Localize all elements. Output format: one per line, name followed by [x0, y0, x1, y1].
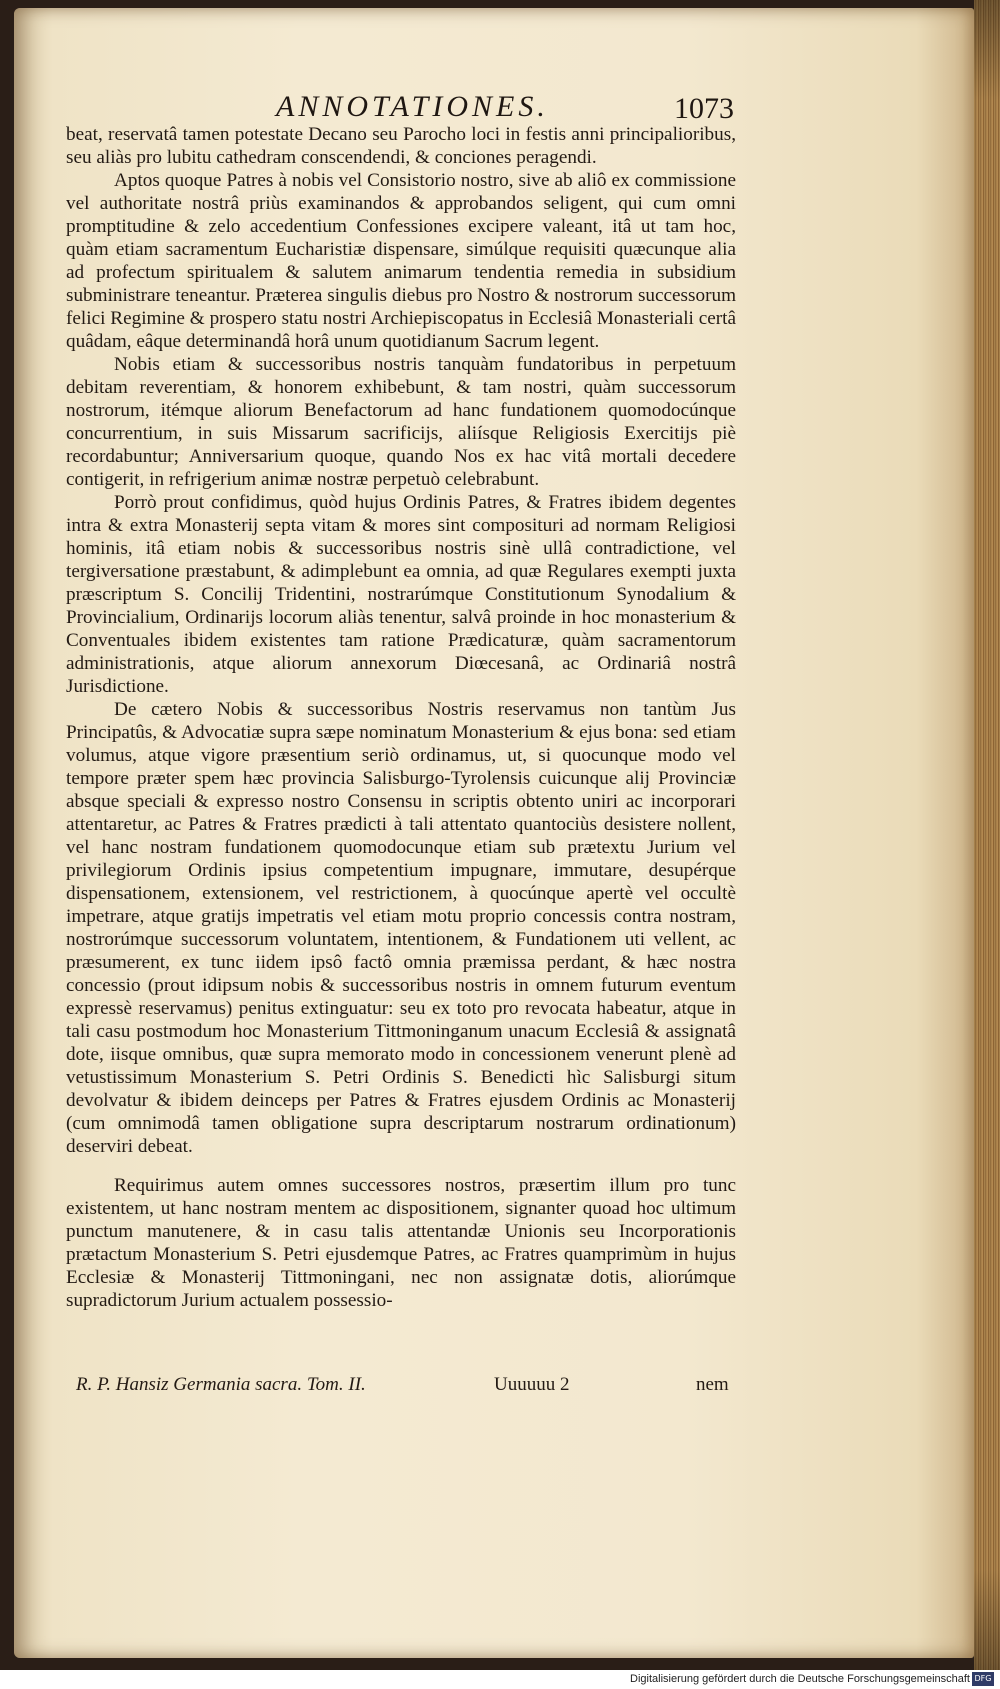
paragraph-2: Aptos quoque Patres à nobis vel Consistorio nostro, sive ab aliô ex commissione vel authoritate nostrâ priùs examinandos & approbandos seligent, qui cum omni promptitudine & zelo accedentium Confessiones excipere valeant, itâ ut tam hoc, quàm etiam sacramentum Eucharistiæ dispensare, simúlque requisiti quæcunque alia ad profectum spiritualem & salutem animarum tendentia remedia in subsidium subministrare teneantur. Præterea singulis diebus pro Nostro & nostrorum successorum felici Regimine & prospero statu nostri Archiepiscopatus in Ecclesiâ Monasteriali certâ quâdam, eâque determinandâ horâ unum quotidianum Sacrum legent. — [66, 170, 736, 352]
paragraph-6: Requirimus autem omnes successores nostros, præsertim illum pro tunc existentem, ut hanc nostram mentem ac dispositionem, signanter quoad hoc ultimum punctum manutenere, & in casu talis attentandæ Unionis seu Incorporationis prætactum Monasterium S. Petri ejusdemque Patres, ac Fratres quamprimùm in hujus Ecclesiæ & Monasterij Tittmoningani, nec non assignatæ dotis, aliorúmque supradictorum Jurium actualem possessio- — [66, 1175, 736, 1311]
paragraph-5: De cætero Nobis & successoribus Nostris reservamus non tantùm Jus Principatûs, & Advocatiæ supra sæpe nominatum Monasterium & ejus bona: sed etiam volumus, atque vigore præsentium seriò ordinamus, ut, si quocunque modo vel tempore præter spem hæc provincia Salisburgo-Tyrolensis cuicunque alij Provinciæ absque speciali & expresso nostro Consensu in scriptis obtento uniri ac incorporari attentaretur, ac Patres & Fratres prædicti à tali attentato quantociùs desistere nollent, vel hanc nostram fundationem quomodocunque etiam sub prætextu Jurium vel privilegiorum Ordinis ipsius competentium impugnare, immutare, desupérque dispensationem, extensionem, vel restrictionem, à quocúnque apertè vel occultè impetrare, atque gratijs impetratis vel etiam motu proprio concessis contra nostram, nostrorúmque successorum voluntatem, intentionem, & Fundationem uti vellent, ac præsumerent, ex tunc iidem ipsô factô omnia præmissa perdant, & hæc nostra concessio (prout idipsum nobis & successoribus nostris in omnem futurum eventum expressè reservamus) penitus extinguatur: seu ex toto pro revocata habeatur, atque in tali casu postmodum hoc Monasterium Tittmoninganum unacum Ecclesiâ & assignatâ dote, iisque omnibus, quæ supra memorato modo in concessionem venerunt plenè ad vetustissimum Monasterium S. Petri Ordinis S. Benedicti hìc Salisburgi situm devolvatur & ibidem deinceps per Patres & Fratres ejusdem Ordinis ac Monasterij (cum omnimodâ tamen obligatione supra descriptarum nostrarum ordinationum) deserviri debeat. — [66, 699, 736, 1157]
book-page — [14, 8, 974, 1658]
page-footer — [76, 1374, 736, 1404]
page-number: 1073 — [674, 92, 734, 125]
footer-catchword: nem — [696, 1374, 729, 1395]
paragraph-4: Porrò prout confidimus, quòd hujus Ordinis Patres, & Fratres ibidem degentes intra & extra Monasterij septa vitam & mores sint composituri ad normam Religiosi hominis, itâ etiam nobis & successoribus nostris sinè ullâ contradictione, vel tergiversatione præstabunt, & adimplebunt ea omnia, ad quæ Regulares exempti juxta præscriptum S. Concilij Tridentini, nostrarúmque Constitutionum Synodalium & Provincialium, Ordinarijs locorum aliàs tenentur, salvâ proinde in hoc monasterium & Conventuales ibidem existentes tam ratione Prædicaturæ, quàm sacramentorum administrationis, atque aliorum annexorum Diœcesanâ, ac Ordinariâ nostrâ Jurisdictione. — [66, 492, 736, 697]
page-edges — [974, 0, 1000, 1670]
dfg-logo: DFG — [972, 1672, 994, 1686]
body-text — [66, 123, 736, 1312]
footer-reference: R. P. Hansiz Germania sacra. Tom. II. — [76, 1374, 366, 1395]
paragraph-3: Nobis etiam & successoribus nostris tanquàm fundatoribus in perpetuum debitam reverentiam, & honorem exhibebunt, & tam nostri, quàm successorum nostrorum, itémque aliorum Benefactorum ad hanc fundationem quomodocúnque concurrentium, in suis Missarum sacrificijs, aliísque Religiosis Exercitijs piè recordabuntur; Anniversarium quoque, quando Nos ex hac vitâ mortali decedere contigerit, in refrigerium animæ nostræ perpetuò celebrabunt. — [66, 354, 736, 490]
footer-signature-mark: Uuuuuu 2 — [494, 1374, 570, 1395]
digitization-attribution: Digitalisierung gefördert durch die Deutsche Forschungsgemeinschaft — [630, 1673, 970, 1685]
running-title: ANNOTATIONES. — [276, 90, 549, 123]
paragraph-1: beat, reservatâ tamen potestate Decano seu Parocho loci in festis anni principalioribus, seu aliàs pro lubitu cathedram conscendendi, & conciones peragendi. — [66, 124, 736, 168]
